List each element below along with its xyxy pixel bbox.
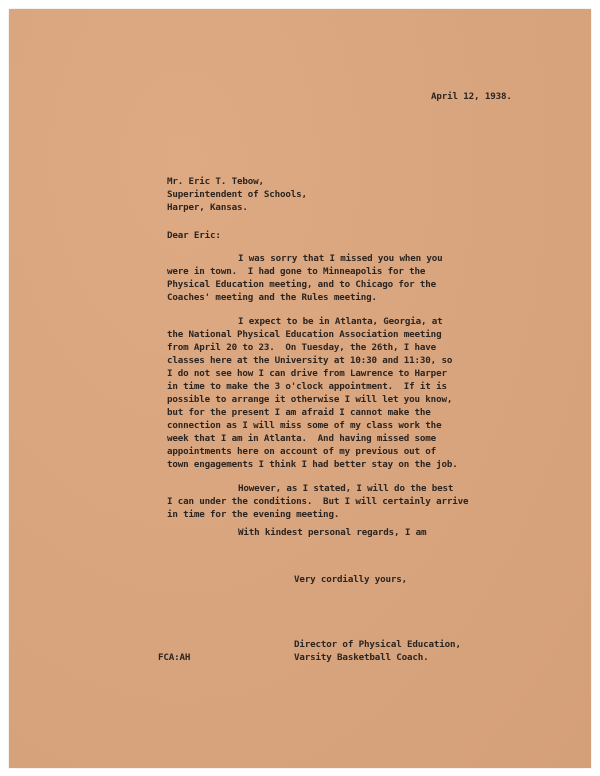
paragraph-line: However, as I stated, I will do the best — [238, 483, 454, 494]
paragraph-line: I do not see how I can drive from Lawrence to Harper — [167, 368, 447, 379]
letter-date: April 12, 1938. — [431, 91, 512, 102]
paragraph-line: in time for the evening meeting. — [167, 509, 340, 520]
paragraph-line: classes here at the University at 10:30 and 11:30, so — [167, 355, 453, 366]
paragraph-line: were in town. I had gone to Minneapolis for the — [167, 266, 426, 277]
paragraph-line: With kindest personal regards, I am — [238, 527, 427, 538]
recipient-address: Harper, Kansas. — [167, 202, 248, 213]
recipient-title: Superintendent of Schools, — [167, 189, 307, 200]
paragraph-line: but for the present I am afraid I cannot make the — [167, 407, 431, 418]
complimentary-close: Very cordially yours, — [294, 574, 408, 585]
recipient-name: Mr. Eric T. Tebow, — [167, 176, 264, 187]
paragraph-line: connection as I will miss some of my class work the — [167, 420, 442, 431]
paragraph-line: town engagements I think I had better stay on the job. — [167, 459, 458, 470]
paragraph-line: I was sorry that I missed you when you — [238, 253, 443, 264]
paragraph-line: in time to make the 3 o'clock appointment. If it is — [167, 381, 447, 392]
paragraph-line: week that I am in Atlanta. And having missed some — [167, 433, 437, 444]
paragraph-line: appointments here on account of my previous out of — [167, 446, 437, 457]
paragraph-line: Coaches' meeting and the Rules meeting. — [167, 292, 377, 303]
letter-page — [9, 9, 591, 768]
paragraph-line: from April 20 to 23. On Tuesday, the 26th, I have — [167, 342, 437, 353]
paragraph-line: possible to arrange it otherwise I will let you know, — [167, 394, 453, 405]
signature-title: Varsity Basketball Coach. — [294, 652, 429, 663]
paragraph-line: I can under the conditions. But I will certainly arrive — [167, 496, 469, 507]
typist-initials: FCA:AH — [158, 652, 191, 663]
salutation: Dear Eric: — [167, 230, 221, 241]
paragraph-line: I expect to be in Atlanta, Georgia, at — [238, 316, 443, 327]
signature-title: Director of Physical Education, — [294, 639, 461, 650]
paragraph-line: Physical Education meeting, and to Chicago for the — [167, 279, 437, 290]
paragraph-line: the National Physical Education Association meeting — [167, 329, 442, 340]
